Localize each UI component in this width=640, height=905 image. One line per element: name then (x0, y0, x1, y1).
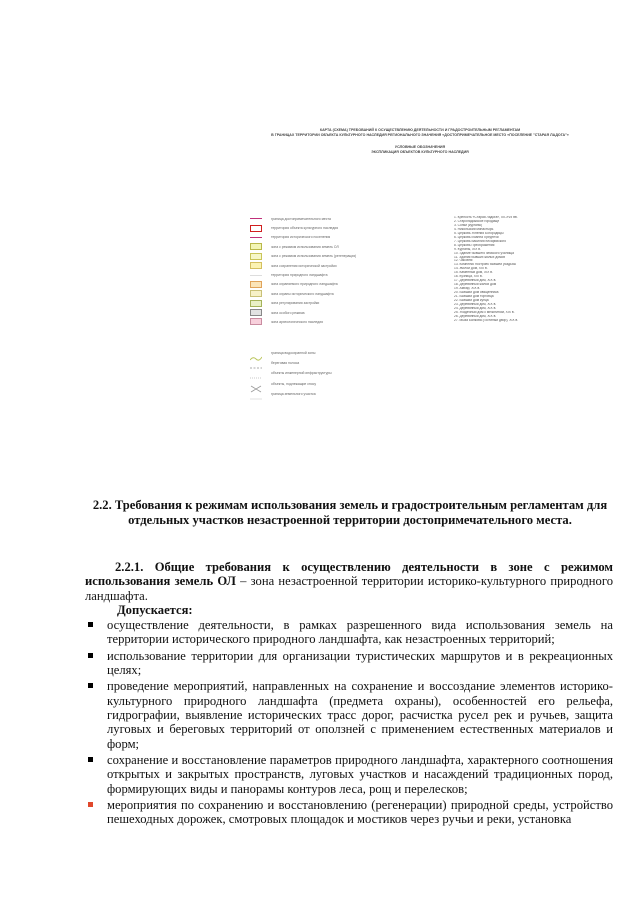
map-header-line-2: В ГРАНИЦАХ ТЕРРИТОРИИ ОБЪЕКТА КУЛЬТУРНОГО НАСЛЕДИЯ РЕГИОНАЛЬНОГО ЗНАЧЕНИЯ «ДОСТОПРИМЕЧАТЕЛЬНОЕ МЕСТО «ПОСЕЛЕНИЕ "СТАРАЯ ЛАДОГА"» (271, 132, 569, 137)
bullet-square-icon (88, 802, 93, 807)
legend-swatch-icon (250, 218, 262, 219)
legend-symbol-label: объекты инженерной инфраструктуры (271, 371, 332, 376)
legend-swatch-icon (250, 262, 262, 269)
explication-item: 12. Часовня (454, 259, 473, 263)
allowed-label: Допускается: (117, 603, 193, 617)
legend-swatch-icon (250, 300, 262, 307)
legend-symbol-label: граница водоохранной зоны (271, 351, 316, 356)
list-item-text: осуществление деятельности, в рамках разрешенного вида использования земель на территории исторического природного ландшафта, как незастроенных территорий; (107, 618, 613, 647)
legend-item (250, 214, 450, 223)
legend-item-label: зона с режимом использования земель ОЛ (271, 244, 339, 249)
explication-item: 4. Никольский монастырь (454, 227, 494, 231)
legend-swatch-icon (250, 318, 262, 325)
legend-item (250, 242, 450, 251)
legend-item (250, 289, 450, 298)
legend-item-label: территория исторического поселения (271, 235, 331, 240)
dot-line-icon (250, 369, 262, 377)
wavy-line-icon (250, 349, 262, 357)
legend-item-label: зона охраняемого природного ландшафта (271, 282, 338, 287)
legend-symbol-label: береговая полоса (271, 361, 300, 366)
list-item-text: сохранение и восстановление параметров природного ландшафта, характерного соотношения открытых и закрытых пространств, луговых участков и насаждений традиционных пород, формирующих виды и панорамы контуров леса, рощ и перелесков; (107, 753, 613, 796)
legend-swatch-icon (250, 225, 262, 232)
allowed-list (85, 618, 613, 829)
map-legend-sheet (220, 128, 620, 418)
legend-item (250, 299, 450, 308)
explication-item: 13. Комплекс построек бывшей усадьбы (454, 263, 516, 267)
explication-item: 10. Здание бывшего земского училища (454, 251, 514, 255)
explication-item: 27. Мыза Балкова (Гостиный двор), XIX в. (454, 318, 519, 322)
legend-swatch-icon (250, 243, 262, 250)
legend-item-label: зона с режимом использования земель (регенерация) (271, 254, 357, 259)
explication-item: 5. Церковь Успения Богородицы (454, 231, 504, 235)
legend-symbol-item (250, 379, 450, 389)
legend-swatch-icon (250, 253, 262, 260)
legend-item (250, 280, 450, 289)
legend-item-label: территория объекта культурного наследия (271, 226, 339, 231)
legend-item (250, 270, 450, 279)
explication-item: 6. Церковь Иоанна Предтечи (454, 235, 499, 239)
list-item (85, 753, 613, 796)
explication-item: 26. Деревянный дом, XIX в. (454, 314, 497, 318)
legend-symbol-item (250, 368, 450, 378)
bullet-square-icon (88, 653, 93, 658)
explication-item: 17. Деревянный дом, XIX в. (454, 279, 497, 283)
explication-item: 7. Церковь Василия Кесарийского (454, 239, 507, 243)
legend-swatch-icon (250, 309, 262, 316)
explication-item: 18. Деревянный жилой дом (454, 283, 497, 287)
explication-item: 14. Жилой дом, XIX в. (454, 267, 488, 271)
legend-item-label: зона археологического наследия (271, 319, 323, 324)
paragraph-2-2-1 (85, 560, 613, 603)
legend-symbol-item (250, 358, 450, 368)
legend-symbol-item (250, 348, 450, 358)
map-header-line-1: КАРТА (СХЕМА) ТРЕБОВАНИЙ К ОСУЩЕСТВЛЕНИЮ ДЕЯТЕЛЬНОСТИ И ГРАДОСТРОИТЕЛЬНЫМ РЕГЛАМЕНТАМ (319, 128, 521, 132)
legend-swatch-icon (250, 290, 262, 297)
list-item (85, 798, 613, 827)
legend-swatch-icon (250, 237, 262, 238)
explication-item: 15. Каменный дом, XIX в. (454, 271, 493, 275)
legend-swatch-icon (250, 281, 262, 288)
explication-item: 22. Бывший дом купца (454, 299, 489, 303)
legend-symbol-label: объекты, подлежащие сносу (271, 381, 317, 386)
explication-item: 1. Крепость «Старая Ладога», XII-XVII вв. (454, 216, 518, 219)
bullet-square-icon (88, 683, 93, 688)
explication-item: 16. Кузница, XIX в. (454, 275, 483, 279)
cross-icon (250, 380, 262, 388)
explication-item: 23. Деревянный дом, XIX в. (454, 302, 497, 306)
legend-item-label: граница достопримечательного места (271, 216, 331, 221)
legend-item-label: территория природного ландшафта (271, 273, 328, 278)
legend-item (250, 223, 450, 232)
section-title: 2.2. Требования к режимам использования земель и градостроительным регламентам для отдельных участков незастроенной территории достопримечательного места. (92, 498, 608, 527)
map-legend-title: УСЛОВНЫЕ ОБОЗНАЧЕНИЯ (394, 145, 446, 150)
list-item-text: проведение мероприятий, направленных на сохранение и воссоздание элементов историко-культурного природного ландшафта (предмета охраны), особенностей его рельефа, гидрографии, выявление исторических трасс дорог, расчистка русел рек и ручьев, защита луговых и береговых территорий от оползней с применением естественных материалов и форм; (107, 679, 613, 751)
map-header (220, 128, 620, 154)
legend-symbol-item (250, 389, 450, 399)
list-item-text: мероприятия по сохранению и восстановлению (регенерации) природной среды, устройство пешеходных дорожек, смотровых площадок и мостиков через ручьи и реки, установка (107, 798, 613, 827)
explication-item: 20. Бывший дом священника (454, 291, 499, 295)
list-item (85, 649, 613, 678)
legend-item-label: зона сохранения исторической застройки (271, 263, 337, 268)
explication-item: 2. Староладожское городище (454, 219, 500, 223)
thin-line-icon (250, 390, 262, 398)
legend-item (250, 317, 450, 326)
list-item (85, 679, 613, 751)
explication-item: 21. Бывший дом торговца (454, 295, 494, 299)
explication-item: 25. Усадебный дом с мезонином, XIX в. (454, 310, 515, 314)
map-explication-list (454, 216, 624, 323)
explication-item: 3. Сопки (курганы) (454, 223, 483, 227)
legend-symbol-label: граница земельного участка (271, 391, 316, 396)
dash-line-icon (250, 359, 262, 367)
map-legend-subtitle: ЭКСПЛИКАЦИЯ ОБЪЕКТОВ КУЛЬТУРНОГО НАСЛЕДИЯ (371, 149, 469, 154)
legend-swatch-icon (250, 275, 262, 276)
legend-item (250, 261, 450, 270)
list-item-text: использование территории для организации туристических маршрутов и в рекреационных целях; (107, 648, 613, 678)
explication-item: 11. Здания бывших жилых домов (454, 255, 505, 259)
paragraph-lead: 2.2.1. Общие требования к осуществлению деятельности в зоне с режимом использования земель ОЛ (85, 560, 613, 589)
legend-item (250, 233, 450, 242)
legend-item-label: зона особого режима (271, 310, 305, 315)
bullet-square-icon (88, 757, 93, 762)
list-item (85, 618, 613, 647)
legend-item-label: зона регулирования застройки (271, 301, 320, 306)
legend-item-label: зона охраны исторического ландшафта (271, 291, 334, 296)
map-symbol-list (250, 348, 450, 399)
paragraph-rest: – зона незастроенной территории историко-культурного природного ландшафта. (85, 574, 613, 603)
explication-item: 9. Курганы, XIX в. (454, 247, 481, 251)
explication-item: 19. Амбар, XIX в. (454, 287, 481, 291)
bullet-square-icon (88, 622, 93, 627)
explication-item: 8. Церковь Преображения (454, 243, 495, 247)
map-legend-list (250, 214, 450, 327)
legend-item (250, 252, 450, 261)
explication-item: 24. Деревянный дом, XIX в. (454, 306, 497, 310)
legend-item (250, 308, 450, 317)
